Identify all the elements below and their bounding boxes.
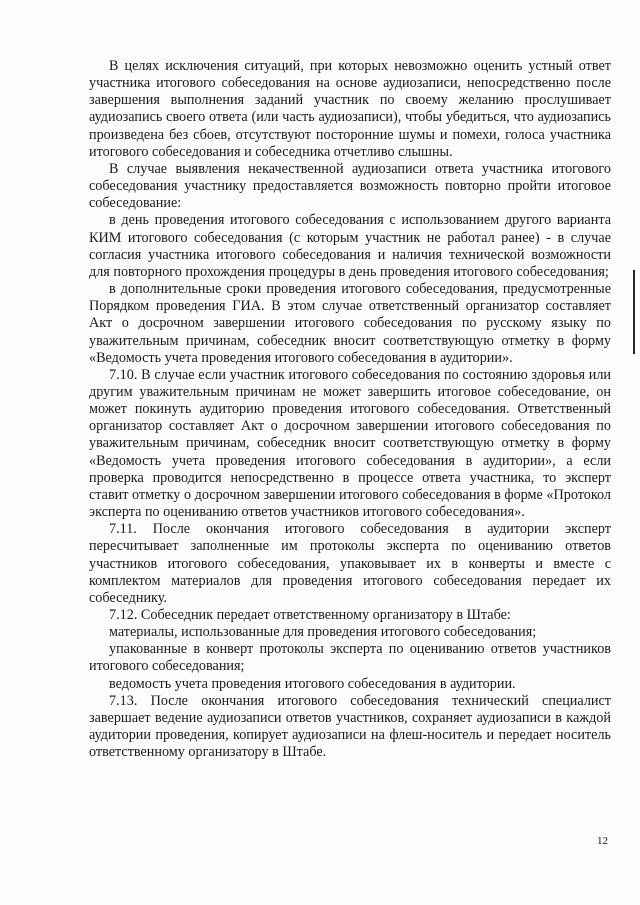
list-item-register: ведомость учета проведения итогового собеседования в аудитории. xyxy=(109,675,516,692)
list-item-materials: материалы, использованные для проведения итогового собеседования; xyxy=(109,624,537,641)
paragraph-7-12: 7.12. Собеседник передает ответственному организатору в Штабе: xyxy=(109,607,511,623)
list-item-protocols: упакованные в конверт протоколы эксперта по оцениванию ответов участников итогового собеседования; xyxy=(89,641,611,675)
paragraph-7-11: 7.11. После окончания итогового собеседования в аудитории эксперт пересчитывает заполненные им протоколы эксперта по оцениванию ответов участников итогового собеседования, упаковывает их в конверты и вместе с комплектом материалов для проведения итогового собеседования передает их собеседнику. xyxy=(89,521,611,606)
paragraph-additional-dates: в дополнительные сроки проведения итогового собеседования, предусмотренные Порядком проведения ГИА. В этом случае ответственный организатор составляет Акт о досрочном завершении итогового собеседования по русскому языку по уважительным причинам, собеседник вносит соответствующую отметку в форму «Ведомость учета проведения итогового собеседования в аудитории». xyxy=(89,281,611,366)
paragraph-7-13: 7.13. После окончания итогового собеседования технический специалист завершает ведение аудиозаписи ответов участников, сохраняет аудиозаписи в каждой аудитории проведения, копирует аудиозаписи на флеш-носитель и передает носитель ответственному организатору в Штабе. xyxy=(89,692,611,761)
body-text xyxy=(89,58,611,761)
paragraph-audio-check: В целях исключения ситуаций, при которых невозможно оценить устный ответ участника итогового собеседования на основе аудиозаписи, непосредственно после завершения выполнения заданий участник по своему желанию прослушивает аудиозапись своего ответа (или часть аудиозаписи), чтобы убедиться, что аудиозапись произведена без сбоев, отсутствуют посторонние шумы и помехи, голоса участника итогового собеседования и собеседника отчетливо слышны. xyxy=(89,58,611,160)
paragraph-same-day-retake: в день проведения итогового собеседования с использованием другого варианта КИМ итогового собеседования (с которым участник не работал ранее) - в случае согласия участника итогового собеседования и наличия технической возможности для повторного прохождения процедуры в день проведения итогового собеседования; xyxy=(89,212,611,280)
scan-edge-mark xyxy=(633,270,635,354)
paragraph-bad-recording: В случае выявления некачественной аудиозаписи ответа участника итогового собеседования участнику предоставляется возможность повторно пройти итоговое собеседование: xyxy=(89,160,611,212)
paragraph-7-10: 7.10. В случае если участник итогового собеседования по состоянию здоровья или другим уважительным причинам не может завершить итоговое собеседование, он может покинуть аудиторию проведения итогового собеседования. Ответственный организатор составляет Акт о досрочном завершении итогового собеседования по уважительным причинам, собеседник вносит соответствующую отметку в форму «Ведомость учета проведения итогового собеседования в аудитории», а если проверка проводится непосредственно в процессе ответа участника, то эксперт ставит отметку о досрочном завершении итогового собеседования в форме «Протокол эксперта по оцениванию ответов участников итогового собеседования». xyxy=(89,366,611,521)
page-number: 12 xyxy=(597,835,608,847)
